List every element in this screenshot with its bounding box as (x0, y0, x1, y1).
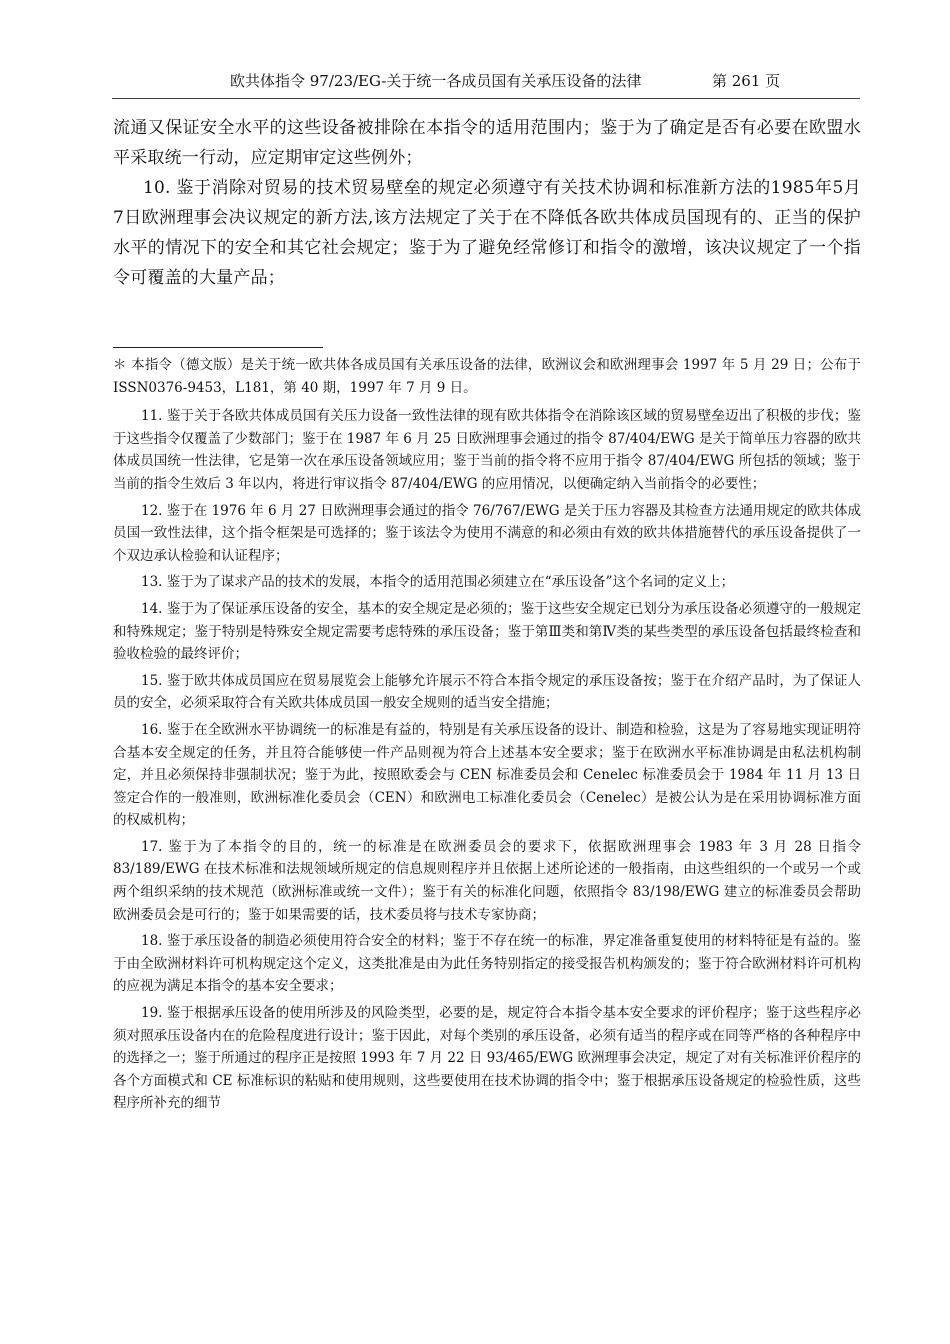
main-text (113, 113, 861, 293)
recital-13: 13. 鉴于为了谋求产品的技术的发展，本指令的适用范围必须建立在“承压设备”这个名词的定义上； (141, 574, 735, 591)
recital-18: 18. 鉴于承压设备的制造必须使用符合安全的材料；鉴于不存在统一的标准，界定准备重复使用的材料特征是有益的。鉴于由全欧洲材料许可机构规定这个定义，这类批准是由为此任务特别指定的接受报告机构颁发的；鉴于符合欧洲材料许可机构的应视为满足本指令的基本安全要求； (113, 933, 861, 995)
recital-14: 14. 鉴于为了保证承压设备的安全，基本的安全规定是必须的；鉴于这些安全规定已划分为承压设备必须遵守的一般规定和特殊规定；鉴于特别是特殊安全规定需要考虑特殊的承压设备；鉴于第Ⅲ类和第Ⅳ类的某些类型的承压设备包括最终检查和验收检验的最终评价； (113, 600, 861, 663)
header-title: 欧共体指令 97/23/EG-关于统一各成员国有关承压设备的法律 (230, 72, 642, 90)
recital-17: 17. 鉴于为了本指令的目的，统一的标准是在欧洲委员会的要求下，依据欧洲理事会 1983 年 3 月 28 日指令 83/189/EWG 在技术标准和法规领域所规定的信息规则程序并且依据上述所论述的一般指南，由这些组织的一个或另一个或两个组织采纳的技术规范（欧洲标准或统一文件）；鉴于有关的标准化问题，依照指令 83/198/EWG 建立的标准委员会帮助欧洲委员会是可行的；鉴于如果需要的话，技术委员将与技术专家协商； (113, 838, 861, 923)
main-paragraph-10: 10. 鉴于消除对贸易的技术贸易壁垒的规定必须遵守有关技术协调和标准新方法的1985年5月7日欧洲理事会决议规定的新方法,该方法规定了关于在不降低各欧共体成员国现有的、正当的保护水平的情况下的安全和其它社会规定；鉴于为了避免经常修订和指令的激增，该决议规定了一个指令可覆盖的大量产品； (113, 178, 861, 288)
recital-12: 12. 鉴于在 1976 年 6 月 27 日欧洲理事会通过的指令 76/767/EWG 是关于压力容器及其检查方法通用规定的欧共体成员国一致性法律，这个指令框架是可选择的；鉴于该法令为使用不满意的和必须由有效的欧共体措施替代的承压设备提供了一个双边承认检验和认证程序； (113, 502, 861, 564)
recital-15: 15. 鉴于欧共体成员国应在贸易展览会上能够允许展示不符合本指令规定的承压设备按；鉴于在介绍产品时，为了保证人员的安全，必须采取符合有关欧共体成员国一般安全规则的适当安全措施； (113, 672, 861, 712)
notes-section (113, 354, 861, 1119)
recital-11: 11. 鉴于关于各欧共体成员国有关压力设备一致性法律的现有欧共体指令在消除该区域的贸易壁垒迈出了积极的步伐；鉴于这些指令仅覆盖了少数部门；鉴于在 1987 年 6 月 25 日欧洲理事会通过的指令 87/404/EWG 是关于简单压力容器的欧共体成员国统一性法律，它是第一次在承压设备领域应用；鉴于当前的指令将不应用于指令 87/404/EWG 所包括的领域；鉴于当前的指令生效后 3 年以内，将进行审议指令 87/404/EWG 的应用情况，以便确定纳入当前指令的必要性； (113, 408, 862, 492)
recital-19: 19. 鉴于根据承压设备的使用所涉及的风险类型，必要的是，规定符合本指令基本安全要求的评价程序；鉴于这些程序必须对照承压设备内在的危险程度进行设计；鉴于因此，对每个类别的承压设备，必须有适当的程序或在同等严格的各种程序中的选择之一；鉴于所通过的程序正是按照 1993 年 7 月 22 日 93/465/EWG 欧洲理事会决定，规定了对有关标准评价程序的各个方面模式和 CE 标准标识的粘贴和使用规则，这些要使用在技术协调的指令中；鉴于根据承压设备规定的检验性质，这些程序所补充的细节 (113, 1005, 862, 1112)
recital-16: 16. 鉴于在全欧洲水平协调统一的标准是有益的，特别是有关承压设备的设计、制造和检验，这是为了容易地实现证明符合基本安全规定的任务，并且符合能够使一件产品则视为符合上述基本安全要求；鉴于在欧洲水平标准协调是由私法机构制定，并且必须保持非强制状况；鉴于为此，按照欧委会与 CEN 标准委员会和 Cenelec 标准委员会于 1984 年 11 月 13 日签定合作的一般准则，欧洲标准化委员会（CEN）和欧洲电工标准化委员会（Cenelec）是被公认为是在采用协调标准方面的权威机构； (113, 721, 861, 829)
header-rule (112, 98, 860, 99)
header-page-number: 第 261 页 (712, 72, 781, 90)
page-header (0, 70, 950, 94)
footnote: ＊ 本指令（德文版）是关于统一欧共体各成员国有关承压设备的法律，欧洲议会和欧洲理事会 1997 年 5 月 29 日；公布于 ISSN0376-9453，L181，第 40 期，1997 年 7 月 9 日。 (113, 357, 861, 396)
main-paragraph-continued: 流通又保证安全水平的这些设备被排除在本指令的适用范围内；鉴于为了确定是否有必要在欧盟水平采取统一行动，应定期审定这些例外； (113, 118, 861, 168)
footnote-separator (113, 347, 323, 348)
